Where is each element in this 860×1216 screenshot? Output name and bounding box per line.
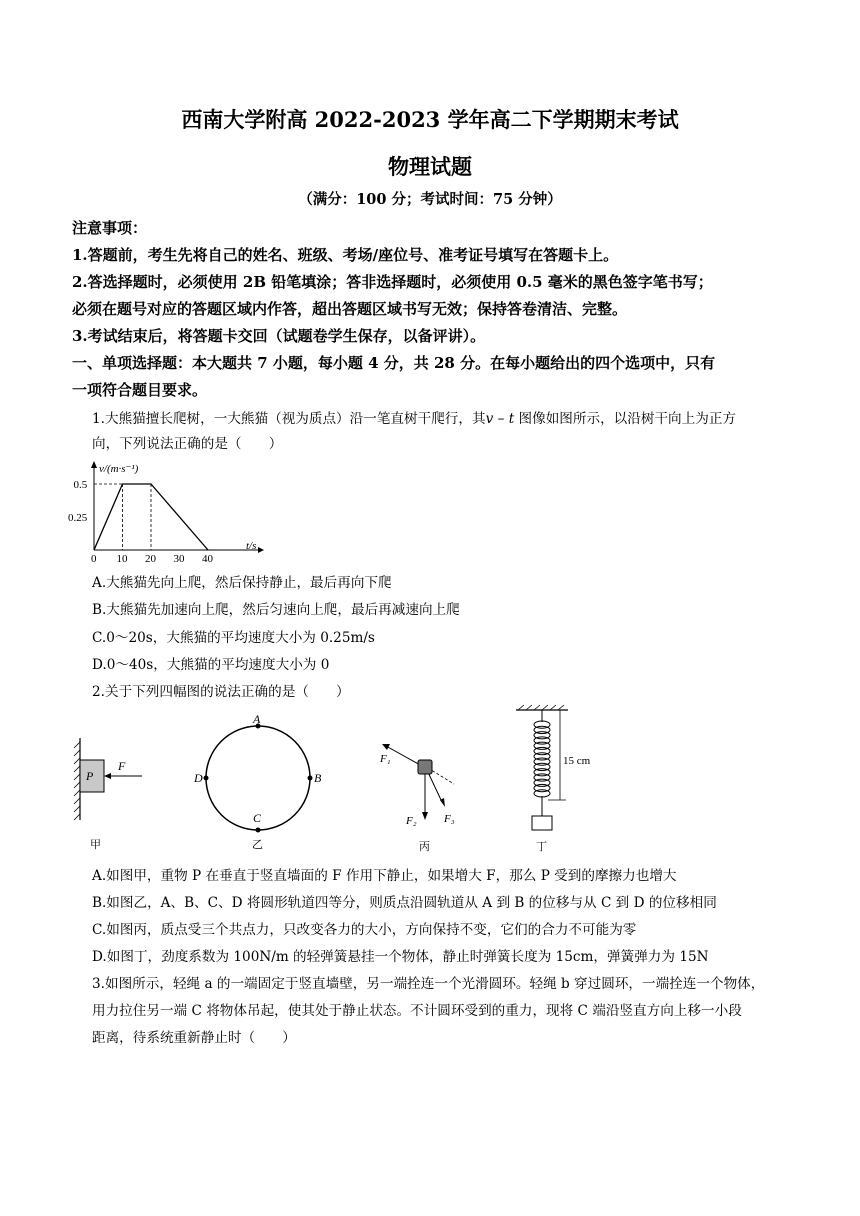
notice-item: 必须在题号对应的答题区域内作答，超出答题区域书写无效；保持答卷清洁、完整。 (72, 300, 628, 318)
q1-option-a: A.大熊猫先向上爬，然后保持静止，最后再向下爬 (92, 575, 392, 591)
page-subtitle: 物理试题 (388, 154, 472, 179)
q2-option-b: B.如图乙，A、B、C、D 将圆形轨道四等分，则质点沿圆轨道从 A 到 B 的位移与从 C 到 D 的位移相同 (92, 895, 717, 911)
notice-item: 1.答题前，考生先将自己的姓名、班级、考场/座位号、准考证号填写在答题卡上。 (72, 246, 619, 264)
q2-option-a: A.如图甲，重物 P 在垂直于竖直墙面的 F 作用下静止，如果增大 F，那么 P 受到的摩擦力也增大 (92, 868, 677, 884)
x-tick-label: 0 (91, 553, 97, 565)
y-axis-label: v/(m·s⁻¹) (99, 463, 139, 475)
label-a: A (253, 712, 261, 726)
q2-figure-jia (70, 720, 150, 855)
ceiling-hatching (518, 705, 564, 710)
point-b (308, 776, 313, 781)
q2-figure-yi (190, 712, 330, 855)
caption-yi: 乙 (252, 839, 263, 851)
notice-heading: 注意事项： (72, 219, 148, 237)
y-tick-label: 0.5 (73, 479, 88, 491)
q2-figure-bing (370, 728, 470, 855)
caption-ding: 丁 (536, 841, 547, 853)
q3-stem-line3: 距离，待系统重新静止时（ ） (92, 1030, 296, 1046)
q1-stem-cont: 向，下列说法正确的是（ ） (92, 436, 283, 452)
force-f1-label: F₁ (380, 753, 391, 765)
q2-option-d: D.如图丁，劲度系数为 100N/m 的轻弹簧悬挂一个物体，静止时弹簧长度为 15cm，弹簧弹力为 15N (92, 949, 709, 965)
q2-stem: 2.关于下列四幅图的说法正确的是（ ） (92, 684, 350, 700)
x-tick-label: 20 (145, 553, 156, 565)
y-tick-label: 0.25 (68, 512, 88, 524)
x-axis-arrow (258, 547, 264, 553)
label-d: D (194, 771, 203, 785)
x-tick-label: 10 (116, 553, 128, 565)
force-f2-arrowhead (422, 812, 428, 820)
notice-item: 3.考试结束后，将答题卡交回（试题卷学生保存，以备评讲）。 (72, 327, 486, 345)
q2-option-c: C.如图丙，质点受三个共点力，只改变各力的大小，方向保持不变，它们的合力不可能为零 (92, 922, 637, 938)
y-axis-arrow (91, 461, 97, 468)
q1-vt-graph (68, 458, 268, 565)
q1-stem: 1.大熊猫擅长爬树，一大熊猫（视为质点）沿一笔直树干爬行，其v – t 图像如图所示，以沿树干向上为正方 (92, 411, 737, 427)
caption-bing: 丙 (419, 841, 430, 853)
spring-coil (534, 790, 550, 797)
wall-hatching (74, 742, 80, 820)
force-f-label: F (118, 759, 126, 773)
x-tick-label: 40 (202, 553, 213, 565)
vt-chart-group (68, 461, 264, 565)
page-title: 西南大学附高 2022-2023 学年高二下学期期末考试 (181, 107, 679, 132)
label-b: B (314, 771, 322, 785)
particle (418, 760, 432, 774)
point-c (256, 828, 261, 833)
q1-option-d: D.0～40s，大熊猫的平均速度大小为 0 (92, 657, 330, 673)
label-c: C (253, 811, 262, 825)
q2-figure-ding (508, 704, 608, 855)
spring-length-label: 15 cm (563, 755, 591, 767)
caption-jia: 甲 (90, 839, 101, 851)
hanging-mass (532, 816, 552, 830)
spring-coils (534, 721, 550, 797)
block-p-label: P (86, 769, 94, 783)
force-f-arrowhead (104, 773, 111, 779)
x-tick-label: 30 (173, 553, 185, 565)
notice-item: 2.答选择题时，必须使用 2B 铅笔填涂；答非选择题时，必须使用 0.5 毫米的黑色签字笔书写； (72, 273, 713, 291)
exam-meta: （满分：100 分；考试时间：75 分钟） (298, 191, 562, 208)
section-heading-cont: 一项符合题目要求。 (72, 381, 208, 399)
force-f3-label: F₃ (444, 813, 455, 825)
force-f1-arrow (386, 746, 422, 766)
point-d (204, 776, 209, 781)
q1-option-b: B.大熊猫先加速向上爬，然后匀速向上爬，最后再减速向上爬 (92, 602, 460, 618)
x-axis-label: t/s (246, 540, 257, 552)
q3-stem-line2: 用力拉住另一端 C 将物体吊起，使其处于静止状态。不计圆环受到的重力，现将 C 端沿竖直方向上移一小段 (92, 1003, 742, 1019)
section-heading: 一、单项选择题：本大题共 7 小题，每小题 4 分，共 28 分。在每小题给出的四个选项中，只有 (72, 354, 716, 372)
q1-option-c: C.0～20s，大熊猫的平均速度大小为 0.25m/s (92, 630, 375, 646)
q3-stem-line1: 3.如图所示，轻绳 a 的一端固定于竖直墙壁，另一端拴连一个光滑圆环。轻绳 b 穿过圆环，一端拴连一个物体， (92, 976, 765, 992)
force-f2-label: F₂ (406, 815, 417, 827)
